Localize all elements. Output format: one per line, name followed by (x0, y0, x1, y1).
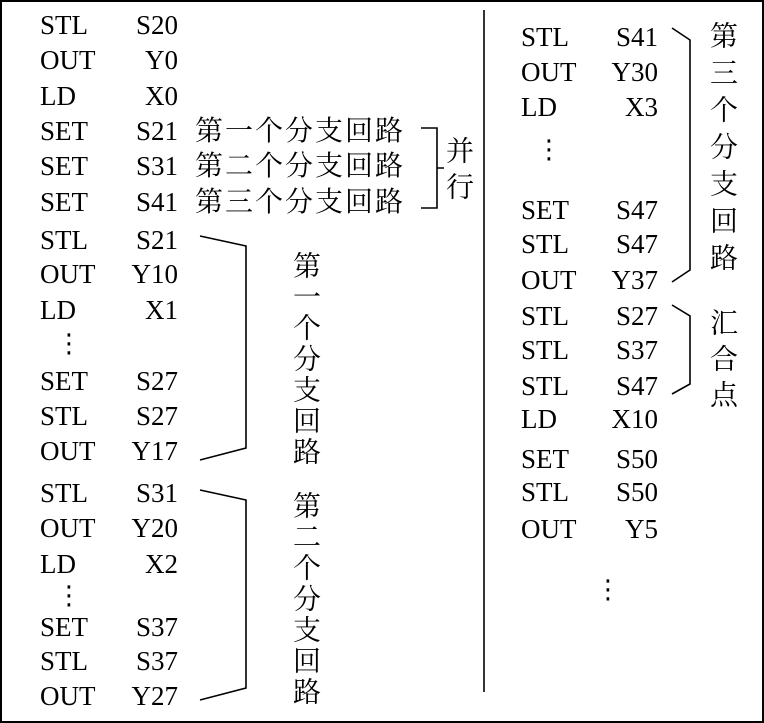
mnemonic: OUT (521, 57, 577, 87)
instruction-row (40, 547, 178, 581)
mnemonic: SET (40, 612, 89, 642)
operand: Y0 (145, 45, 178, 75)
instruction-row (40, 149, 178, 183)
instruction-row (521, 90, 658, 124)
instruction-row (40, 511, 178, 545)
instruction-row (40, 114, 178, 148)
instruction-row (40, 185, 178, 219)
instruction-row (521, 475, 658, 509)
instruction-row (40, 43, 178, 77)
operand: S21 (135, 225, 178, 255)
vertical-ellipsis: ⋮ (536, 135, 562, 165)
operand: X2 (145, 549, 178, 579)
operand: S50 (615, 477, 658, 507)
vertical-ellipsis: ⋮ (56, 329, 82, 359)
mnemonic: LD (40, 81, 76, 111)
mnemonic: LD (40, 295, 76, 325)
operand: S47 (615, 195, 658, 225)
operand: X1 (145, 295, 178, 325)
operand: Y20 (131, 513, 178, 543)
operand: S41 (615, 22, 658, 52)
mnemonic: STL (40, 225, 89, 255)
operand: Y17 (131, 436, 178, 466)
instruction-row (521, 55, 658, 89)
operand: S20 (135, 10, 178, 40)
instruction-row (40, 257, 178, 291)
mnemonic: STL (521, 301, 570, 331)
branch-2-brace (200, 490, 246, 700)
operand: S47 (615, 229, 658, 259)
mnemonic: OUT (40, 436, 96, 466)
instruction-row (521, 333, 658, 367)
instruction-row (521, 369, 658, 403)
instruction-row (40, 434, 178, 468)
branch-3-label: 第三个分支回路 (706, 21, 739, 280)
instruction-row (40, 364, 178, 398)
mnemonic: STL (40, 10, 89, 40)
instruction-row (521, 402, 658, 436)
operand: S37 (135, 612, 178, 642)
mnemonic: SET (40, 116, 89, 146)
branch-note: 第二个分支回路 (195, 149, 406, 182)
instruction-row (521, 299, 658, 333)
mnemonic: LD (521, 92, 557, 122)
mnemonic: OUT (521, 514, 577, 544)
instruction-row (40, 399, 178, 433)
junction-label: 汇合点 (706, 308, 739, 416)
vertical-ellipsis: ⋮ (56, 581, 82, 611)
operand: S31 (135, 151, 178, 181)
instruction-row (40, 610, 178, 644)
operand: Y27 (131, 681, 178, 711)
operand: Y5 (625, 514, 658, 544)
mnemonic: SET (40, 151, 89, 181)
instruction-row (521, 442, 658, 476)
instruction-row (40, 293, 178, 327)
operand: S21 (135, 116, 178, 146)
operand: X0 (145, 81, 178, 111)
mnemonic: STL (40, 646, 89, 676)
operand: X10 (611, 404, 658, 434)
operand: S27 (135, 366, 178, 396)
instruction-row (40, 644, 178, 678)
mnemonic: SET (521, 195, 570, 225)
mnemonic: SET (40, 366, 89, 396)
instruction-row (40, 79, 178, 113)
mnemonic: OUT (40, 259, 96, 289)
instruction-row (40, 679, 178, 713)
operand: S37 (615, 335, 658, 365)
instruction-row (521, 193, 658, 227)
operand: X3 (625, 92, 658, 122)
mnemonic: STL (40, 478, 89, 508)
instruction-row (40, 476, 178, 510)
mnemonic: SET (40, 187, 89, 217)
operand: S37 (135, 646, 178, 676)
branch-2-label: 第二个分支回路 (289, 491, 322, 708)
mnemonic: LD (521, 404, 557, 434)
branch-1-label: 第一个分支回路 (289, 251, 322, 468)
mnemonic: STL (521, 335, 570, 365)
operand: S27 (615, 301, 658, 331)
operand: Y10 (131, 259, 178, 289)
mnemonic: STL (521, 371, 570, 401)
operand: S41 (135, 187, 178, 217)
branch-note: 第三个分支回路 (195, 185, 406, 218)
vertical-ellipsis: ⋮ (595, 575, 621, 605)
instruction-row (40, 8, 178, 42)
branch-3-brace (672, 28, 690, 282)
mnemonic: LD (40, 549, 76, 579)
mnemonic: OUT (40, 513, 96, 543)
operand: S31 (135, 478, 178, 508)
mnemonic: OUT (521, 265, 577, 295)
parallel-bracket (421, 128, 444, 208)
junction-brace (672, 305, 690, 394)
operand: S47 (615, 371, 658, 401)
instruction-row (40, 223, 178, 257)
instruction-row (521, 512, 658, 546)
instruction-row (521, 20, 658, 54)
operand: Y37 (611, 265, 658, 295)
mnemonic: STL (40, 401, 89, 431)
instruction-row (521, 227, 658, 261)
branch-1-brace (200, 236, 246, 460)
mnemonic: OUT (40, 681, 96, 711)
branch-note: 第一个分支回路 (195, 114, 406, 147)
mnemonic: STL (521, 229, 570, 259)
mnemonic: SET (521, 444, 570, 474)
mnemonic: STL (521, 22, 570, 52)
mnemonic: STL (521, 477, 570, 507)
operand: S50 (615, 444, 658, 474)
instruction-row (521, 263, 658, 297)
mnemonic: OUT (40, 45, 96, 75)
operand: Y30 (611, 57, 658, 87)
parallel-label: 并行 (442, 136, 475, 208)
operand: S27 (135, 401, 178, 431)
